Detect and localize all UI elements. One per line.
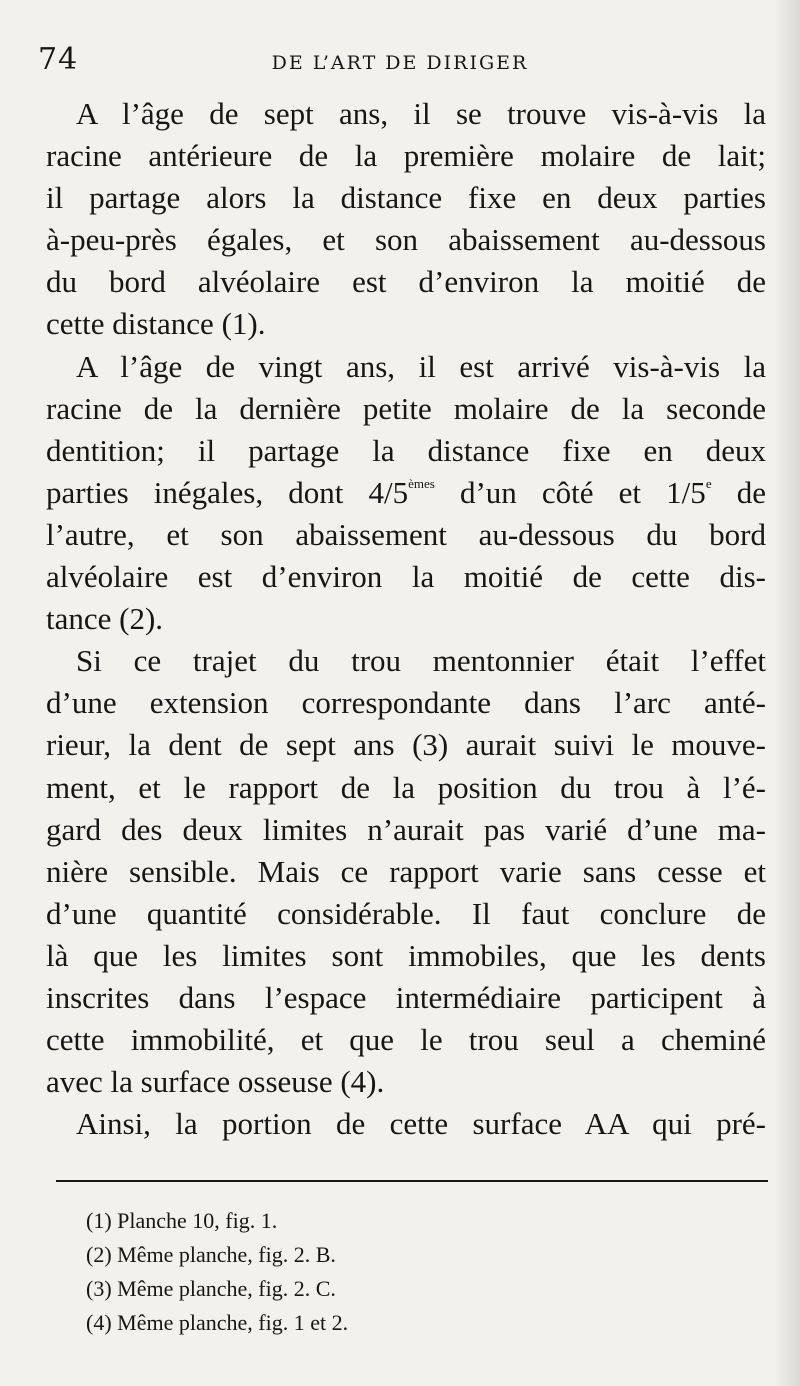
line-segment: de [711,474,766,510]
footnote: (3) Même planche, fig. 2. C. [86,1276,336,1301]
body-line: l’autre, et son abaissement au-dessous du bord [46,516,766,552]
footnotes [86,1204,348,1340]
page-number: 74 [38,42,79,77]
line-segment: d’un côté et 1/5 [434,474,706,510]
footnote: (2) Même planche, fig. 2. B. [86,1242,336,1267]
body-line: Si ce trajet du trou mentonnier était l’effet [76,643,766,679]
body-line: à-peu-près égales, et son abaissement au-dessous [46,222,766,258]
body-line: racine antérieure de la première molaire de lait; [46,138,766,174]
body-line: avec la surface osseuse (4). [46,1064,385,1100]
body-line: cette distance (1). [46,306,266,342]
body-line: il partage alors la distance fixe en deux parties [46,180,766,216]
body-line-with-fractions [46,472,766,514]
body-line: inscrites dans l’espace intermédiaire participent à [46,979,766,1015]
body-line: du bord alvéolaire est d’environ la moitié de [46,264,766,300]
body-line: d’une extension correspondante dans l’arc anté- [46,685,766,721]
superscript: èmes [408,475,435,491]
body-line: d’une quantité considérable. Il faut conclure de [46,895,766,931]
footnote: (4) Même planche, fig. 1 et 2. [86,1310,349,1335]
body-line: dentition; il partage la distance fixe en deux [46,432,766,468]
superscript: e [705,475,712,491]
running-head: DE L’ART DE DIRIGER [271,52,529,74]
body-line: racine de la dernière petite molaire de la seconde [46,390,766,426]
body-line: gard des deux limites n’aurait pas varié d’une ma- [46,811,766,847]
footnote-rule [56,1180,768,1182]
body-line: ment, et le rapport de la position du trou à l’é- [46,769,766,805]
body-line: A l’âge de sept ans, il se trouve vis-à-vis la [76,96,766,131]
body-text [46,93,766,1145]
body-line: alvéolaire est d’environ la moitié de cette dis- [46,559,766,595]
body-line: tance (2). [46,601,164,637]
body-line: nière sensible. Mais ce rapport varie sans cesse et [46,853,766,889]
page-edge-shadow [774,0,800,1386]
body-line: rieur, la dent de sept ans (3) aurait suivi le mouve- [46,727,766,763]
body-line: cette immobilité, et que le trou seul a cheminé [46,1022,766,1058]
body-line: là que les limites sont immobiles, que les dents [46,937,766,973]
body-line: A l’âge de vingt ans, il est arrivé vis-à-vis la [76,348,766,384]
body-line: Ainsi, la portion de cette surface AA qui pré- [76,1106,766,1142]
line-segment: parties inégales, dont 4/5 [46,474,409,510]
footnote: (1) Planche 10, fig. 1. [86,1208,278,1233]
